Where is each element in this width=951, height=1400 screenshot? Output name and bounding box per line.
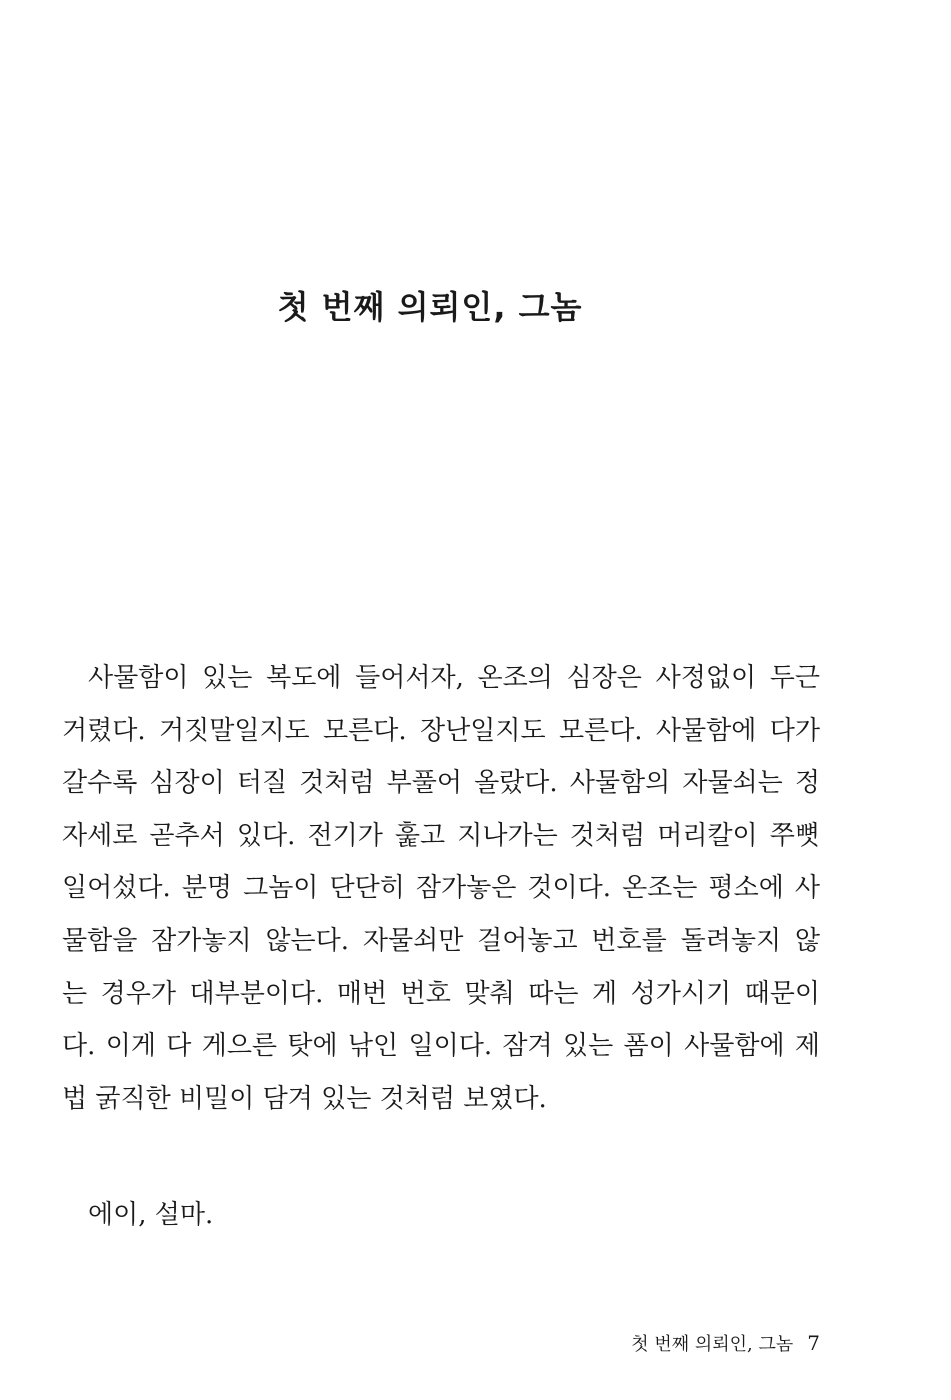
- paragraph-line: 물함을 잠가놓지 않는다. 자물쇠만 걸어놓고 번호를 돌려놓지 않: [62, 925, 820, 956]
- paragraph-line: 자세로 곧추서 있다. 전기가 훑고 지나가는 것처럼 머리칼이 쭈뼛: [62, 820, 820, 851]
- body-paragraph: [62, 655, 820, 1128]
- paragraph-line: 다. 이게 다 게으른 탓에 낚인 일이다. 잠겨 있는 폼이 사물함에 제: [62, 1031, 820, 1062]
- paragraph-line: 거렸다. 거짓말일지도 모른다. 장난일지도 모른다. 사물함에 다가: [62, 715, 820, 746]
- paragraph-line: 일어섰다. 분명 그놈이 단단히 잠가놓은 것이다. 온조는 평소에 사: [62, 873, 820, 904]
- paragraph-line: 갈수록 심장이 터질 것처럼 부풀어 올랐다. 사물함의 자물쇠는 정: [62, 768, 820, 799]
- dialog-line: 에이, 설마.: [88, 1200, 214, 1230]
- running-title: 첫 번째 의뢰인, 그놈: [631, 1334, 794, 1355]
- chapter-title: 첫 번째 의뢰인, 그놈: [277, 288, 583, 326]
- paragraph-line: 사물함이 있는 복도에 들어서자, 온조의 심장은 사정없이 두근: [88, 663, 820, 693]
- page-number: 7: [807, 1331, 820, 1355]
- paragraph-line: 는 경우가 대부분이다. 매번 번호 맞춰 따는 게 성가시기 때문이: [62, 978, 820, 1009]
- paragraph-line: 법 굵직한 비밀이 담겨 있는 것처럼 보였다.: [62, 1083, 547, 1114]
- page-footer: [631, 1330, 820, 1356]
